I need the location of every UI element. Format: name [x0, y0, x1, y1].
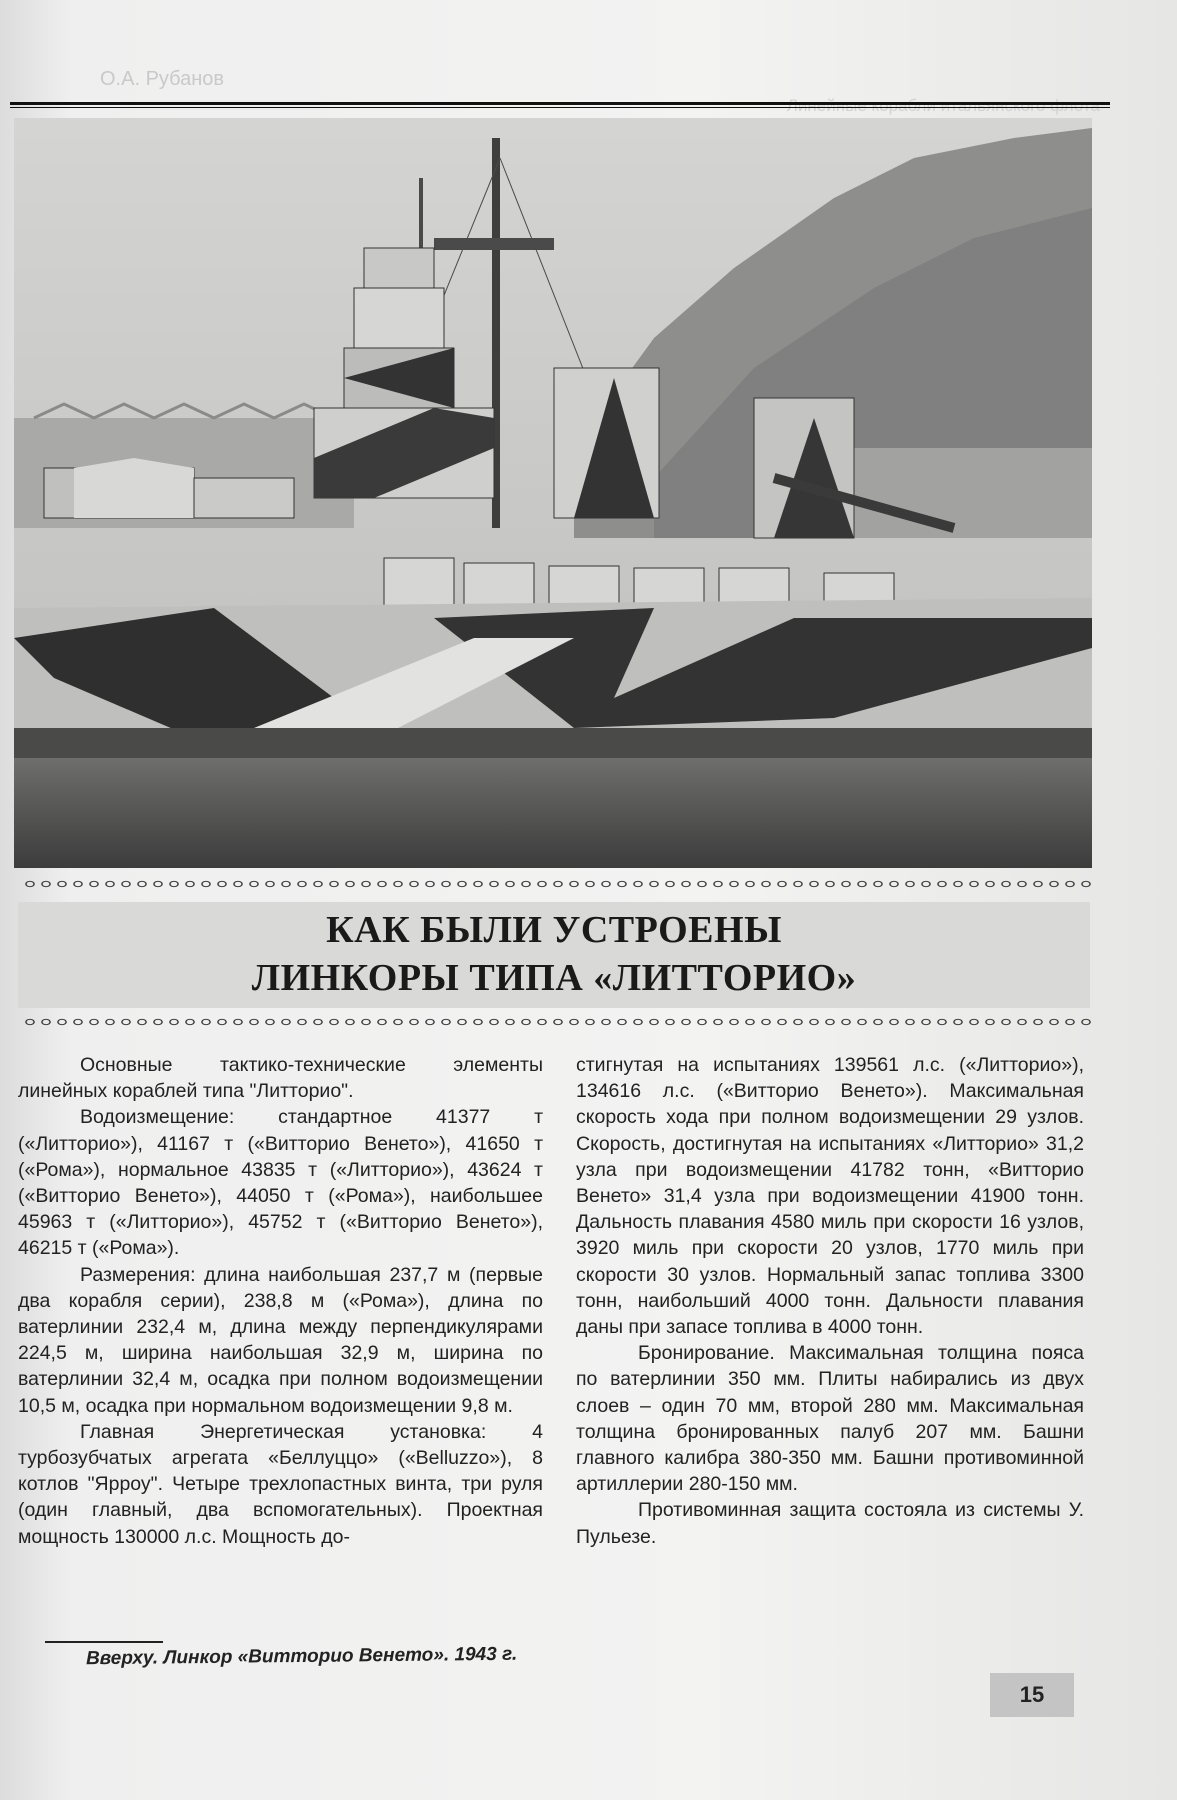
paragraph: Водоизмещение: стандартное 41377 т («Литторио»), 41167 т («Витторио Венето»), 41650 т («Рома»), нормальное 43835 т («Литторио»), 43624 т («Витторио Венето»), 44050 т («Рома»), наибольшее 45963 т («Литторио»), 45752 т («Витторио Венето»), 46215 т («Рома»).	[18, 1106, 543, 1260]
text-column-right	[576, 1052, 1084, 1550]
article-title-line-2: ЛИНКОРЫ ТИПА «ЛИТТОРИО»	[251, 957, 857, 999]
caption-rule	[45, 1641, 163, 1643]
paragraph: Главная Энергетическая установка: 4 турбозубчатых агрегата «Беллуццо» («Belluzzo»), 8 котлов "Ярроу". Четыре трехлопастных винта, три руля (один главный, два вспомогательных). Проектная мощность 130000 л.с. Мощность до-	[18, 1420, 543, 1548]
battleship-photo	[14, 118, 1092, 868]
chain-ornament-bottom	[22, 1014, 1097, 1030]
page-number: 15	[990, 1673, 1074, 1717]
chain-ornament-top	[22, 876, 1097, 892]
paragraph: Бронирование. Максимальная толщина пояса по ватерлинии 350 мм. Плиты набирались из двух слоев – один 70 мм, второй 280 мм. Максимальная толщина бронированных палуб 207 мм. Башни главного калибра 380-350 мм. Башни противоминной артиллерии 280-150 мм.	[576, 1342, 1084, 1496]
battleship-photo-icon	[14, 118, 1092, 868]
paragraph: Основные тактико-технические элементы линейных кораблей типа "Литторио".	[18, 1054, 543, 1103]
article-title-band	[18, 902, 1090, 1008]
running-author: О.А. Рубанов	[100, 68, 225, 90]
header-rule	[10, 102, 1110, 108]
paragraph: Размерения: длина наибольшая 237,7 м (первые два корабля серии), 238,8 м («Рома»), длина по ватерлинии 232,4 м, длина между перпендикулярами 224,5 м, ширина наибольшая 32,9 м, ширина по ватерлинии 32,4 м, осадка при полном водоизмещении 10,5 м, осадка при нормальном водоизмещении 9,8 м.	[18, 1263, 543, 1417]
paragraph: Противоминная защита состояла из системы У. Пульезе.	[576, 1499, 1084, 1548]
article-title-line-1: КАК БЫЛИ УСТРОЕНЫ	[326, 909, 782, 951]
paragraph: стигнутая на испытаниях 139561 л.с. («Литторио»), 134616 л.с. («Витторио Венето»). Максимальная скорость хода при полном водоизмещении 29 узлов. Скорость, достигнутая на испытаниях «Литторио» 31,2 узла при водоизмещении 41782 тонн, «Витторио Венето» 31,4 узла при водоизмещении 41900 тонн. Дальность плавания 4580 миль при скорости 16 узлов, 3920 миль при скорости 20 узлов, 1770 миль при скорости 30 узлов. Нормальный запас топлива 3300 тонн, наибольший 4000 тонн. Дальности плавания даны при запасе топлива в 4000 тонн.	[576, 1054, 1084, 1339]
text-column-left	[18, 1052, 543, 1550]
photo-caption: Вверху. Линкор «Витторио Венето». 1943 г.	[85, 1643, 518, 1670]
bleed-through-header	[40, 62, 1100, 115]
running-title: Линейные корабли итальянского флота	[786, 96, 1100, 115]
